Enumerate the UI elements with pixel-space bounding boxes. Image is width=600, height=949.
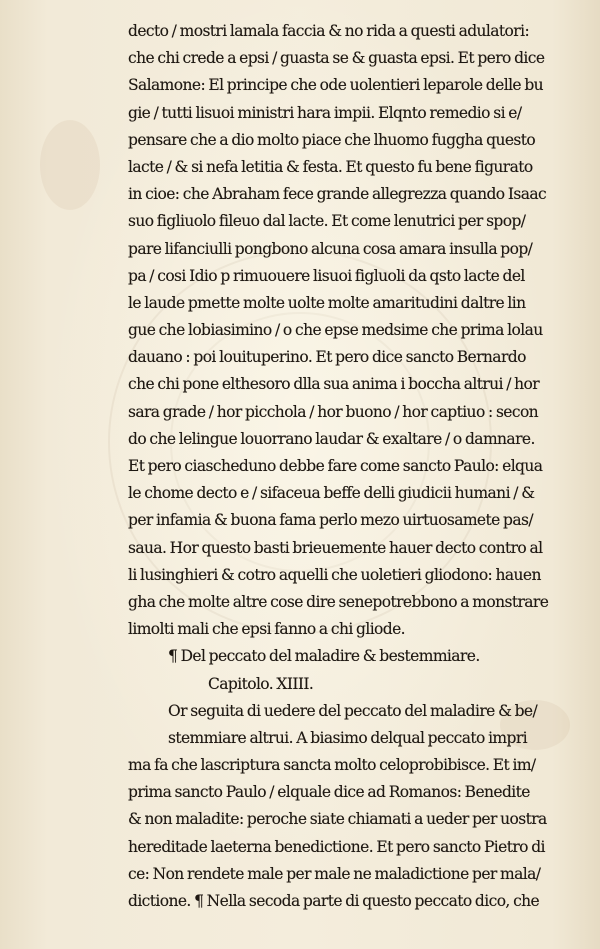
text-line: gha che molte altre cose dire senepotrebbono a monstrare: [128, 592, 549, 611]
text-line: Et pero ciascheduno debbe fare come sancto Paulo: elqua: [128, 457, 543, 475]
text-line: stemmiare altrui. A biasimo delqual peccato impri: [168, 728, 528, 747]
text-line: Salamone: El principe che ode uolentieri leparole delle bu: [128, 76, 544, 95]
text-line: sara grade / hor picchola / hor buono / hor captiuo : secon: [128, 402, 539, 421]
text-line: decto / mostri lamala faccia & no rida a questi adulatori:: [128, 22, 530, 40]
text-line: dauano : poi louituperino. Et pero dice sancto Bernardo: [128, 348, 526, 367]
text-line: limolti mali che epsi fanno a chi gliode.: [128, 620, 406, 639]
text-line: le laude pmette molte uolte molte amaritudini daltre lin: [128, 293, 526, 312]
text-line: che chi pone elthesoro dlla sua anima i boccha altrui / hor: [128, 375, 540, 394]
text-line: gue che lobiasimino / o che epse medsime che prima lolau: [128, 321, 543, 340]
text-line: pare lifanciulli pongbono alcuna cosa amara insulla pop/: [128, 239, 533, 258]
text-line: ce: Non rendete male per male ne maladictione per mala/: [128, 864, 541, 883]
text-block: [128, 18, 560, 915]
paper-stain: [40, 120, 100, 210]
text-line: Or seguita di uedere del peccato del maladire & be/: [168, 701, 538, 720]
text-line: per infamia & buona fama perlo mezo uirtuosamete pas/: [128, 511, 533, 530]
text-line: lacte / & si nefa letitia & festa. Et questo fu bene figurato: [128, 157, 533, 176]
text-line: prima sancto Paulo / elquale dice ad Romanos: Benedite: [128, 783, 530, 802]
chapter-number: Capitolo. XIIII.: [208, 674, 314, 693]
text-line: saua. Hor questo basti brieuemente hauer decto contro al: [128, 538, 543, 557]
text-line: hereditade laeterna benedictione. Et pero sancto Pietro di: [128, 837, 545, 856]
text-line: in cioe: che Abraham fece grande allegrezza quando Isaac: [128, 185, 547, 204]
text-line: pensare che a dio molto piace che lhuomo fuggha questo: [128, 130, 536, 149]
text-line: le chome decto e / sifaceua beffe delli giudicii humani / &: [128, 484, 535, 503]
text-line: che chi crede a epsi / guasta se & guasta epsi. Et pero dice: [128, 49, 545, 68]
text-line: & non maladite: peroche siate chiamati a ueder per uostra: [128, 810, 547, 829]
text-line: ma fa che lascriptura sancta molto celoprobibisce. Et im/: [128, 756, 536, 775]
text-line: dictione. ¶ Nella secoda parte di questo peccato dico, che: [128, 892, 540, 910]
chapter-heading: ¶ Del peccato del maladire & bestemmiare.: [168, 647, 480, 666]
text-line: pa / cosi Idio p rimuouere lisuoi figluoli da qsto lacte del: [128, 266, 525, 285]
text-line: suo figliuolo fileuo dal lacte. Et come lenutrici per spop/: [128, 212, 526, 231]
text-line: do che lelingue louorrano laudar & exaltare / o damnare.: [128, 429, 535, 448]
text-line: li lusinghieri & cotro aquelli che uoletieri gliodono: hauen: [128, 565, 541, 584]
text-line: gie / tutti lisuoi ministri hara impii. Elqnto remedio si e/: [128, 103, 522, 122]
